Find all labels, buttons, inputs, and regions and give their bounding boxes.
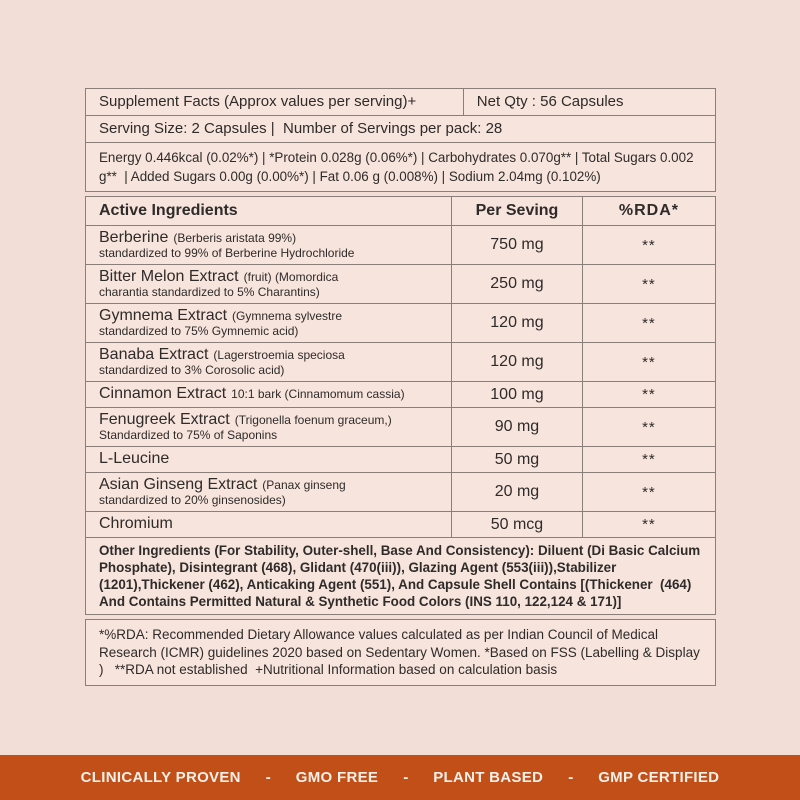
table-header-row xyxy=(86,197,715,226)
ingredient-name: Cinnamon Extract xyxy=(99,385,227,402)
facts-title: Supplement Facts (Approx values per serving)+ xyxy=(99,93,417,110)
per-serving-amount: 100 mg xyxy=(452,382,583,407)
ingredient-row xyxy=(86,226,715,265)
per-serving-amount: 750 mg xyxy=(452,226,583,264)
per-serving-amount: 120 mg xyxy=(452,343,583,381)
ingredient-name-cell xyxy=(86,226,452,264)
ingredient-name-line xyxy=(99,450,441,468)
supplement-label-card xyxy=(85,88,716,690)
ingredient-name: Bitter Melon Extract xyxy=(99,268,239,285)
column-header-rda: %RDA* xyxy=(618,202,679,219)
rda-value: ** xyxy=(642,418,656,436)
ingredient-rows xyxy=(86,226,715,538)
certifications-bar xyxy=(0,755,800,800)
per-serving-amount: 50 mg xyxy=(452,447,583,472)
rda-value: ** xyxy=(642,314,656,332)
separator-dash: - xyxy=(568,769,574,786)
ingredient-name-line xyxy=(99,268,441,286)
serving-size-row: Serving Size: 2 Capsules | Number of Servings per pack: 28 xyxy=(86,116,715,143)
ingredient-name-line xyxy=(99,346,441,364)
rda-value: ** xyxy=(642,451,656,468)
facts-header-box xyxy=(85,88,716,192)
per-serving-amount: 120 mg xyxy=(452,304,583,342)
ingredient-name-line xyxy=(99,411,441,429)
per-serving-amount: 50 mcg xyxy=(452,512,583,537)
certification-label: PLANT BASED xyxy=(433,769,544,786)
ingredient-name-cell xyxy=(86,447,452,472)
net-qty: Net Qty : 56 Capsules xyxy=(463,89,715,115)
ingredient-name: Fenugreek Extract xyxy=(99,411,230,428)
separator-dash: - xyxy=(265,769,271,786)
rda-value: ** xyxy=(642,353,656,371)
ingredient-botanical-detail: (fruit) (Momordica xyxy=(243,270,339,284)
rda-value: ** xyxy=(642,516,656,533)
ingredient-botanical-detail: (Panax ginseng xyxy=(262,478,346,492)
ingredient-botanical-detail: (Trigonella foenum graceum,) xyxy=(234,413,392,427)
ingredient-name-line xyxy=(99,476,441,494)
ingredient-standardization: standardized to 3% Corosolic acid) xyxy=(99,363,285,377)
ingredient-standardization: charantia standardized to 5% Charantins) xyxy=(99,285,320,299)
ingredient-name: L-Leucine xyxy=(99,450,170,467)
ingredient-row xyxy=(86,473,715,512)
ingredient-name-line xyxy=(99,515,441,533)
ingredient-name-cell xyxy=(86,382,452,407)
ingredient-row xyxy=(86,447,715,473)
ingredient-name-cell xyxy=(86,304,452,342)
nutrition-values-row: Energy 0.446kcal (0.02%*) | *Protein 0.028g (0.06%*) | Carbohydrates 0.070g** | Total Sugars 0.002 g** | Added Sugars 0.00g (0.00%*) | Fat 0.06 g (0.008%) | Sodium 2.04mg (0.102%) xyxy=(99,150,698,184)
separator-dash: - xyxy=(403,769,409,786)
other-ingredients-note: Other Ingredients (For Stability, Outer-shell, Base And Consistency): Diluent (Di Basic Calcium Phosphate), Disintegrant (468), Glidant (470(iii)), Glazing Agent (553(iii)),Stabilizer (1201),Thickener (462), Anticaking Agent (551), And Capsule Shell Contains [(Thickener (464) And Contains Permitted Natural & Synthetic Food Colors (INS 110, 122,124 & 171)] xyxy=(99,543,704,609)
ingredient-name: Gymnema Extract xyxy=(99,307,228,324)
rda-value: ** xyxy=(642,275,656,293)
certification-label: GMO FREE xyxy=(295,769,379,786)
ingredient-name-cell xyxy=(86,473,452,511)
ingredient-row xyxy=(86,343,715,382)
ingredient-standardization: standardized to 20% ginsenosides) xyxy=(99,493,286,507)
ingredient-name-line xyxy=(99,385,441,403)
certification-label: GMP CERTIFIED xyxy=(598,769,720,786)
ingredient-name-cell xyxy=(86,343,452,381)
rda-value: ** xyxy=(642,483,656,501)
rda-value: ** xyxy=(642,236,656,254)
ingredient-row xyxy=(86,265,715,304)
ingredient-botanical-detail: (Lagerstroemia speciosa xyxy=(213,348,345,362)
column-header-ingredients: Active Ingredients xyxy=(86,197,452,225)
ingredient-name-cell xyxy=(86,265,452,303)
rda-footnote-box: *%RDA: Recommended Dietary Allowance values calculated as per Indian Council of Medical Research (ICMR) guidelines 2020 based on Sedentary Women. *Based on FSS (Labelling & Display ) **RDA not established +Nutritional Information based on calculation basis xyxy=(85,619,716,686)
ingredient-name: Chromium xyxy=(99,515,173,532)
ingredient-row xyxy=(86,512,715,538)
active-ingredients-table xyxy=(85,196,716,615)
facts-title-row xyxy=(86,89,715,116)
ingredient-row xyxy=(86,408,715,447)
ingredient-row xyxy=(86,304,715,343)
per-serving-amount: 90 mg xyxy=(452,408,583,446)
certification-label: CLINICALLY PROVEN xyxy=(80,769,241,786)
ingredient-standardization: Standardized to 75% of Saponins xyxy=(99,428,278,442)
ingredient-name-cell xyxy=(86,512,452,537)
ingredient-standardization: standardized to 75% Gymnemic acid) xyxy=(99,324,299,338)
ingredient-botanical-detail: (Gymnema sylvestre xyxy=(232,309,343,323)
ingredient-name: Banaba Extract xyxy=(99,346,209,363)
ingredient-name-line xyxy=(99,307,441,325)
ingredient-name-cell xyxy=(86,408,452,446)
rda-value: ** xyxy=(642,386,656,403)
ingredient-row xyxy=(86,382,715,408)
column-header-per-serving: Per Seving xyxy=(452,197,583,225)
ingredient-botanical-detail: (Berberis aristata 99%) xyxy=(173,231,297,245)
ingredient-standardization: standardized to 99% of Berberine Hydrochloride xyxy=(99,246,355,260)
ingredient-name-line xyxy=(99,229,441,247)
per-serving-amount: 250 mg xyxy=(452,265,583,303)
ingredient-name: Berberine xyxy=(99,229,169,246)
ingredient-botanical-detail: 10:1 bark (Cinnamomum cassia) xyxy=(231,387,405,401)
ingredient-name: Asian Ginseng Extract xyxy=(99,476,258,493)
per-serving-amount: 20 mg xyxy=(452,473,583,511)
